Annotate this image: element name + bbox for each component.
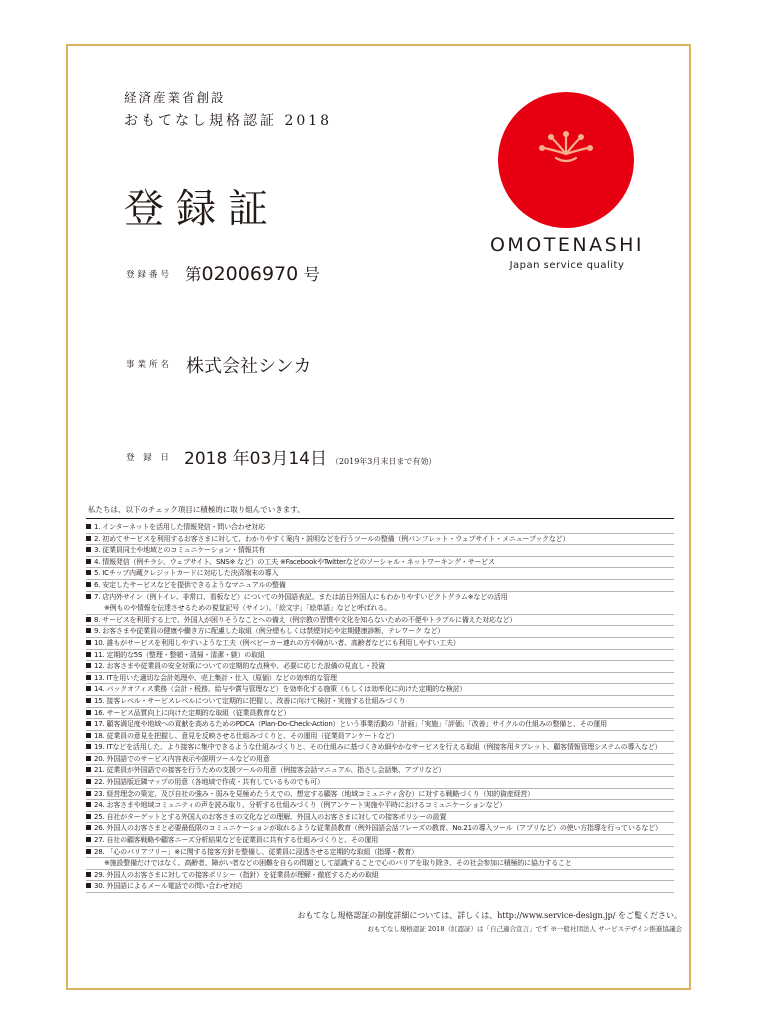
checklist-item: 21. 従業員が外国語での接客を行うための支援ツールの用意（例接客会話マニュアル、指さし会話集、アプリなど） bbox=[86, 765, 674, 777]
checkbox-square-icon bbox=[86, 721, 91, 726]
date-month-unit: 月 bbox=[271, 449, 289, 469]
checkbox-square-icon bbox=[86, 594, 91, 599]
checklist-note: ※施設整備だけではなく、高齢者、障がい者などの困難を自らの問題として認識することで心のバリアを取り除き、その社会参加に積極的に協力すること bbox=[86, 858, 674, 870]
checkbox-square-icon bbox=[86, 663, 91, 668]
checklist-item: 25. 自社がターゲットとする外国人のお客さまの文化などの理解、外国人のお客さまに対しての接客ポリシーの設置 bbox=[86, 812, 674, 824]
checkbox-square-icon bbox=[86, 802, 91, 807]
checklist-item: 11. 定期的な5S（整理・整頓・清掃・清潔・躾）の取組 bbox=[86, 650, 674, 662]
checkbox-square-icon bbox=[86, 710, 91, 715]
company-name: 株式会社シンカ bbox=[186, 356, 312, 377]
checklist-item: 17. 顧客満足度や地域への貢献を高めるためのPDCA（Plan-Do-Check-Action）という事業活動の「計画」「実施」「評価」「改善」サイクルの仕組みの整備と、その運用 bbox=[86, 719, 674, 731]
checkbox-square-icon bbox=[86, 582, 91, 587]
registration-date bbox=[184, 444, 436, 469]
checklist-item: 14. バックオフィス業務（会計・税務、給与や賞与管理など）を効率化する施策（もしくは効率化に向けた定期的な検討） bbox=[86, 684, 674, 696]
checklist-item: 9. お客さまや従業員の健康や働き方に配慮した取組（例分煙もしくは禁煙対応や定期健康診断、テレワーク など） bbox=[86, 626, 674, 638]
date-month: 03 bbox=[249, 449, 272, 469]
registration-number-value: 02006970 bbox=[201, 263, 299, 285]
registration-number bbox=[185, 261, 320, 285]
logo-tagline: Japan service quality bbox=[509, 260, 625, 271]
checkbox-square-icon bbox=[86, 791, 91, 796]
date-day: 14 bbox=[288, 449, 310, 469]
flower-icon bbox=[498, 92, 634, 228]
checkbox-square-icon bbox=[86, 849, 91, 854]
checklist-item: 23. 経営理念の策定、及び自社の強み・弱みを見極めたうえでの、想定する顧客（地域コミュニティ含む）に対する戦略づくり（知的資産経営） bbox=[86, 789, 674, 801]
date-year-unit: 年 bbox=[232, 449, 250, 469]
company-label: 事業所名 bbox=[126, 360, 173, 370]
checklist-item: 20. 外国語でのサービス内容表示や説明ツールなどの用意 bbox=[86, 754, 674, 766]
checkbox-square-icon bbox=[86, 628, 91, 633]
registration-number-prefix: 第 bbox=[185, 265, 202, 284]
checkbox-square-icon bbox=[86, 570, 91, 575]
checkbox-square-icon bbox=[86, 872, 91, 877]
checkbox-square-icon bbox=[86, 675, 91, 680]
checkbox-square-icon bbox=[86, 559, 91, 564]
checkbox-square-icon bbox=[86, 524, 91, 529]
checklist-item: 24. お客さまや地域コミュニティの声を読み取り、分析する仕組みづくり（例アンケート実施や平時におけるコミュニケーションなど） bbox=[86, 800, 674, 812]
checklist-item: 3. 従業員同士や地域とのコミュニケーション・情報共有 bbox=[86, 545, 674, 557]
checkbox-square-icon bbox=[86, 547, 91, 552]
program-line: おもてなし規格認証 2018 bbox=[124, 113, 333, 129]
checkbox-square-icon bbox=[86, 756, 91, 761]
checkbox-square-icon bbox=[86, 837, 91, 842]
checklist-item: 18. 従業員の意見を把握し、意見を反映させる仕組みづくりと、その運用（従業員アンケートなど） bbox=[86, 731, 674, 743]
checklist-item: 29. 外国人のお客さまに対しての接客ポリシー（指針）を従業員が理解・徹底するための取組 bbox=[86, 870, 674, 882]
checkbox-square-icon bbox=[86, 617, 91, 622]
checkbox-square-icon bbox=[86, 652, 91, 657]
registration-number-label: 登録番号 bbox=[126, 270, 173, 280]
checklist-item: 22. 外国語版近隣マップの用意（各地域で作成・共有しているものでも可） bbox=[86, 777, 674, 789]
checklist-item: 2. 初めてサービスを利用するお客さまに対して、わかりやすく案内・説明などを行うツールの整備（例パンフレット・ウェブサイト・メニューブックなど） bbox=[86, 534, 674, 546]
checkbox-square-icon bbox=[86, 779, 91, 784]
footer-info: おもてなし規格認証の制度詳細については、詳しくは、http://www.service-design.jp/ をご覧ください。 bbox=[297, 911, 682, 920]
date-year: 2018 bbox=[184, 449, 228, 469]
checklist-item: 4. 情報発信（例チラシ、ウェブサイト、SNS※ など）の工夫 ※FacebookやTwitterなどのソーシャル・ネットワーキング・サービス bbox=[86, 557, 674, 569]
checklist-item: 26. 外国人のお客さまと必要最低限のコミュニケーションが取れるような従業員教育（例外国語会話フレーズの教育、No.21の導入ツール（アプリなど）の使い方指導を行っているなど） bbox=[86, 823, 674, 835]
logo-wordmark: OMOTENASHI bbox=[489, 234, 645, 256]
checklist-item: 8. サービスを利用する上で、外国人が困りそうなことへの備え（例宗教の習慣や文化を知らないための不便やトラブルに備えた対応など） bbox=[86, 615, 674, 627]
checklist-intro: 私たちは、以下のチェック項目に積極的に取り組んでいきます。 bbox=[88, 505, 305, 514]
checklist-item: 7. 店内外サイン（例トイレ、非常口、看板など）についての外国語表記、または訪日外国人にもわかりやすいピクトグラム※などの活用 bbox=[86, 592, 674, 604]
checkbox-square-icon bbox=[86, 686, 91, 691]
checklist-item: 10. 誰もがサービスを利用しやすいような工夫（例ベビーカー連れの方や障がい者、高齢者などにも利用しやすい工夫） bbox=[86, 638, 674, 650]
footer-note: おもてなし規格認証 2018（紅認証）は「自己適合宣言」です ※一般社団法人 サービスデザイン推進協議会 bbox=[367, 925, 682, 933]
certificate-title: 登録証 bbox=[124, 185, 280, 232]
checkbox-square-icon bbox=[86, 733, 91, 738]
checkbox-square-icon bbox=[86, 744, 91, 749]
checkbox-square-icon bbox=[86, 767, 91, 772]
omotenashi-logo bbox=[482, 92, 652, 282]
validity-note: （2019年3月末日まで有効） bbox=[330, 457, 437, 466]
checklist-item: 13. ITを用いた適切な会計処理や、売上集計・仕入（原価）などの効率的な管理 bbox=[86, 673, 674, 685]
checkbox-square-icon bbox=[86, 698, 91, 703]
checkbox-square-icon bbox=[86, 814, 91, 819]
checklist-item: 15. 接客レベル・サービスレベルについて定期的に把握し、改善に向けて検討・実施する仕組みづくり bbox=[86, 696, 674, 708]
checklist-item: 12. お客さまや従業員の安全対策についての定期的な点検や、必要に応じた設備の見直し・投資 bbox=[86, 661, 674, 673]
checklist-item: 1. インターネットを活用した情報発信・問い合わせ対応 bbox=[86, 522, 674, 534]
registration-date-label: 登 録 日 bbox=[126, 453, 172, 463]
checkbox-square-icon bbox=[86, 536, 91, 541]
checklist-item: 6. 安定したサービスなどを提供できるようなマニュアルの整備 bbox=[86, 580, 674, 592]
checklist-divider bbox=[86, 518, 674, 519]
registration-number-suffix: 号 bbox=[303, 265, 320, 284]
checklist-item: 27. 自社の顧客戦略や顧客ニーズ分析結果などを従業員に共有する仕組みづくりと、その運用 bbox=[86, 835, 674, 847]
red-circle-emblem bbox=[498, 92, 634, 228]
checklist-item: 19. ITなどを活用した、より接客に集中できるような仕組みづくりと、その仕組みに基づくきめ細やかなサービスを行える取組（例接客用タブレット、顧客情報管理システムの導入など） bbox=[86, 742, 674, 754]
date-day-unit: 日 bbox=[309, 449, 327, 469]
checklist bbox=[86, 522, 674, 893]
checklist-item: 30. 外国語によるメール電話での問い合わせ対応 bbox=[86, 881, 674, 893]
ministry-line: 経済産業省創設 bbox=[124, 90, 226, 105]
checklist-item: 16. サービス品質向上に向けた定期的な取組（従業員教育など） bbox=[86, 708, 674, 720]
checkbox-square-icon bbox=[86, 640, 91, 645]
checklist-item: 5. ICチップ内蔵クレジットカードに対応した決済端末の導入 bbox=[86, 568, 674, 580]
checklist-note: ※例ものや情報を伝達させるための視覚記号（サイン）。「絵文字」「絵単語」などと呼ばれる。 bbox=[86, 603, 674, 615]
checklist-item: 28. 「心のバリアフリー」※に関する接客方針を整備し、従業員に浸透させる定期的な取組（指導・教育） bbox=[86, 847, 674, 859]
checkbox-square-icon bbox=[86, 883, 91, 888]
checkbox-square-icon bbox=[86, 825, 91, 830]
